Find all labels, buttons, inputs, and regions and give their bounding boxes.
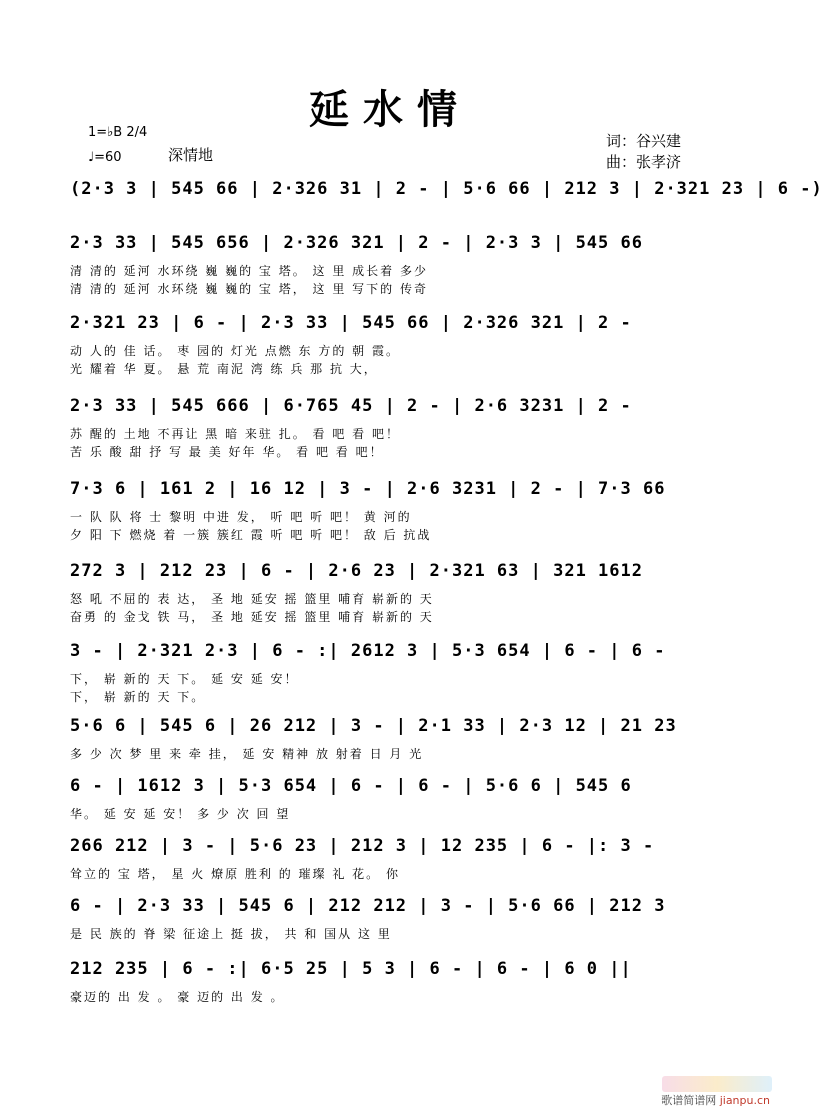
notation-row: 3 - | 2·321 2·3 | 6 - :| 2612 3 | 5·3 654 | 6 - | 6 - [70, 641, 666, 661]
lyric-line: 夕 阳 下 燃烧 着 一簇 簇红 霞 听 吧 听 吧！ 敌 后 抗战 [70, 527, 432, 542]
notation-row: 272 3 | 212 23 | 6 - | 2·6 23 | 2·321 63 | 321 1612 [70, 561, 643, 581]
notation-row: 212 235 | 6 - :| 6·5 25 | 5 3 | 6 - | 6 - | 6 0 || [70, 959, 632, 979]
notation-row: 5·6 6 | 545 6 | 26 212 | 3 - | 2·1 33 | 2·3 12 | 21 23 [70, 716, 677, 736]
lyric-line: 豪迈的 出 发 。 豪 迈的 出 发 。 [70, 989, 285, 1004]
key-signature: 1=♭B 2/4 [88, 125, 148, 140]
notation-row: 2·3 33 | 545 656 | 2·326 321 | 2 - | 2·3 3 | 545 66 [70, 233, 643, 253]
tempo-marking: ♩=60 [88, 150, 122, 165]
lyric-line: 清 清的 延河 水环绕 巍 巍的 宝 塔， 这 里 写下的 传奇 [70, 281, 428, 296]
lyricist: 词：谷兴建 [606, 132, 682, 150]
lyric-line: 光 耀着 华 夏。 悬 荒 南泥 湾 练 兵 那 抗 大， [70, 361, 378, 376]
lyric-line: 清 清的 延河 水环绕 巍 巍的 宝 塔。 这 里 成长着 多少 [70, 263, 428, 278]
watermark-logo [662, 1076, 772, 1092]
credits [606, 131, 681, 173]
notation-row: 2·321 23 | 6 - | 2·3 33 | 545 66 | 2·326 321 | 2 - [70, 313, 632, 333]
lyric-line: 一 队 队 将 士 黎明 中进 发， 听 吧 听 吧！ 黄 河的 [70, 509, 412, 524]
lyric-line: 华。 延 安 延 安！ 多 少 次 回 望 [70, 806, 291, 821]
notation-row: 6 - | 2·3 33 | 545 6 | 212 212 | 3 - | 5·6 66 | 212 3 [70, 896, 666, 916]
song-title: 延水情 [309, 86, 471, 133]
notation-row: 7·3 6 | 161 2 | 16 12 | 3 - | 2·6 3231 | 2 - | 7·3 66 [70, 479, 666, 499]
notation-row: 266 212 | 3 - | 5·6 23 | 212 3 | 12 235 | 6 - |: 3 - [70, 836, 655, 856]
lyric-line: 下， 崭 新的 天 下。 [70, 689, 206, 704]
lyric-line: 苏 醒的 土地 不再让 黑 暗 来驻 扎。 看 吧 看 吧！ [70, 426, 400, 441]
expression-marking: 深情地 [168, 146, 214, 164]
lyric-line: 是 民 族的 脊 梁 征途上 挺 拔， 共 和 国从 这 里 [70, 926, 392, 941]
notation-row: 2·3 33 | 545 666 | 6·765 45 | 2 - | 2·6 3231 | 2 - [70, 396, 632, 416]
lyric-line: 耸立的 宝 塔， 星 火 燎原 胜利 的 璀璨 礼 花。 你 [70, 866, 400, 881]
lyric-line: 奋勇 的 金戈 铁 马， 圣 地 延安 摇 篮里 哺育 崭新的 天 [70, 609, 434, 624]
notation-row: (2·3 3 | 545 66 | 2·326 31 | 2 - | 5·6 66 | 212 3 | 2·321 23 | 6 -) [70, 179, 823, 199]
composer: 曲：张孝济 [606, 153, 682, 171]
footer-site-name: 歌谱简谱网 [661, 1094, 717, 1107]
notation-row: 6 - | 1612 3 | 5·3 654 | 6 - | 6 - | 5·6 6 | 545 6 [70, 776, 632, 796]
lyric-line: 下， 崭 新的 天 下。 延 安 延 安！ [70, 671, 299, 686]
footer-url: jianpu.cn [719, 1094, 770, 1107]
lyric-line: 苦 乐 酸 甜 抒 写 最 美 好年 华。 看 吧 看 吧！ [70, 444, 384, 459]
lyric-line: 怒 吼 不屈的 表 达， 圣 地 延安 摇 篮里 哺育 崭新的 天 [70, 591, 434, 606]
footer [661, 1092, 770, 1108]
lyric-line: 动 人的 佳 话。 枣 园的 灯光 点燃 东 方的 朝 霞。 [70, 343, 400, 358]
lyric-line: 多 少 次 梦 里 来 牵 挂， 延 安 精神 放 射着 日 月 光 [70, 746, 424, 761]
